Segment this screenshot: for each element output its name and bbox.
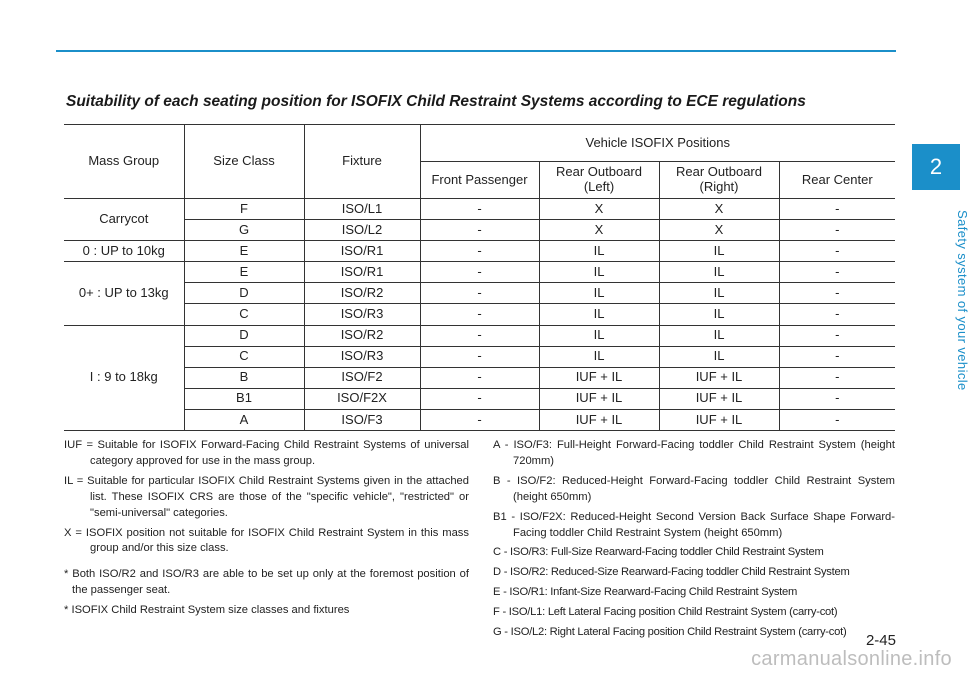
fixture-cell: ISO/R3 xyxy=(304,346,420,367)
mass-group-cell: I : 9 to 18kg xyxy=(64,325,184,430)
front-passenger-cell: - xyxy=(420,241,539,262)
rear-center-cell: - xyxy=(779,367,895,388)
footnote-size-classes: * ISOFIX Child Restraint System size classes and fixtures xyxy=(64,604,350,617)
rear-outboard-right-cell: IL xyxy=(659,325,779,346)
legend-size-e: E - ISO/R1: Infant-Size Rearward-Facing Child Restraint System xyxy=(493,586,798,599)
header-mass-group: Mass Group xyxy=(64,125,184,199)
mass-group-cell: 0+ : UP to 13kg xyxy=(64,262,184,325)
page-number: 2-45 xyxy=(865,632,896,649)
rear-outboard-left-cell: IL xyxy=(539,304,659,325)
table-row xyxy=(64,220,895,241)
legend-size-f: F - ISO/L1: Left Lateral Facing position Child Restraint System (carry-cot) xyxy=(493,606,838,619)
legend-size-classes xyxy=(493,438,895,645)
rear-outboard-left-cell: IUF + IL xyxy=(539,367,659,388)
header-rear-outboard-left: Rear Outboard (Left) xyxy=(539,162,659,199)
table-row xyxy=(64,367,895,388)
chapter-tab xyxy=(912,144,960,190)
rear-center-cell: - xyxy=(779,409,895,430)
size-class-cell: A xyxy=(184,409,304,430)
table-row xyxy=(64,262,895,283)
legend-size-b: B - ISO/F2: Reduced-Height Forward-Facing toddler Child Restraint System (height 650mm) xyxy=(493,474,895,503)
header-rear-center: Rear Center xyxy=(779,162,895,199)
rear-center-cell: - xyxy=(779,388,895,409)
mass-group-cell: Carrycot xyxy=(64,199,184,241)
header-rear-outboard-right: Rear Outboard (Right) xyxy=(659,162,779,199)
fixture-cell: ISO/F2 xyxy=(304,367,420,388)
rear-outboard-left-cell: IL xyxy=(539,241,659,262)
rear-outboard-left-cell: X xyxy=(539,220,659,241)
front-passenger-cell: - xyxy=(420,367,539,388)
header-fixture: Fixture xyxy=(304,125,420,199)
size-class-cell: C xyxy=(184,304,304,325)
rear-outboard-left-cell: IUF + IL xyxy=(539,409,659,430)
rear-outboard-right-cell: IUF + IL xyxy=(659,388,779,409)
rear-outboard-right-cell: X xyxy=(659,199,779,220)
rear-center-cell: - xyxy=(779,283,895,304)
table-row xyxy=(64,199,895,220)
rear-outboard-right-cell: IUF + IL xyxy=(659,409,779,430)
rear-outboard-left-cell: IL xyxy=(539,346,659,367)
rear-outboard-right-cell: IL xyxy=(659,241,779,262)
rear-outboard-left-cell: IL xyxy=(539,325,659,346)
rear-outboard-right-cell: IL xyxy=(659,304,779,325)
size-class-cell: E xyxy=(184,262,304,283)
footnote-foremost-position: * Both ISO/R2 and ISO/R3 are able to be set up only at the foremost position of the passenger seat. xyxy=(64,568,469,597)
table-row xyxy=(64,325,895,346)
size-class-cell: F xyxy=(184,199,304,220)
fixture-cell: ISO/R3 xyxy=(304,304,420,325)
table-row xyxy=(64,409,895,430)
rear-outboard-left-cell: IL xyxy=(539,283,659,304)
fixture-cell: ISO/R2 xyxy=(304,325,420,346)
chapter-number: 2 xyxy=(929,154,943,179)
front-passenger-cell: - xyxy=(420,283,539,304)
legend-x: X = ISOFIX position not suitable for ISOFIX Child Restraint System in this mass group and/or this size class. xyxy=(64,526,469,555)
mass-group-cell: 0 : UP to 10kg xyxy=(64,241,184,262)
rear-outboard-right-cell: IL xyxy=(659,262,779,283)
rear-center-cell: - xyxy=(779,220,895,241)
header-rule xyxy=(56,50,896,52)
rear-outboard-left-cell: IL xyxy=(539,262,659,283)
rear-center-cell: - xyxy=(779,199,895,220)
table-row xyxy=(64,388,895,409)
legend-il: IL = Suitable for particular ISOFIX Child Restraint Systems given in the attached list. These ISOFIX CRS are those of the "specific vehicle", "restricted" or "semi-universal" categories. xyxy=(64,474,469,519)
fixture-cell: ISO/R1 xyxy=(304,241,420,262)
rear-center-cell: - xyxy=(779,241,895,262)
isofix-suitability-table xyxy=(64,124,895,431)
table-row xyxy=(64,304,895,325)
fixture-cell: ISO/L2 xyxy=(304,220,420,241)
size-class-cell: E xyxy=(184,241,304,262)
fixture-cell: ISO/F2X xyxy=(304,388,420,409)
size-class-cell: D xyxy=(184,283,304,304)
front-passenger-cell: - xyxy=(420,304,539,325)
legend-size-g: G - ISO/L2: Right Lateral Facing position Child Restraint System (carry-cot) xyxy=(493,626,847,639)
chapter-title: Safety system of your vehicle xyxy=(955,209,970,391)
legend-size-c: C - ISO/R3: Full-Size Rearward-Facing toddler Child Restraint System xyxy=(493,546,824,559)
header-front-passenger: Front Passenger xyxy=(420,162,539,199)
fixture-cell: ISO/L1 xyxy=(304,199,420,220)
front-passenger-cell: - xyxy=(420,409,539,430)
table-row xyxy=(64,346,895,367)
size-class-cell: B1 xyxy=(184,388,304,409)
rear-outboard-right-cell: IL xyxy=(659,346,779,367)
watermark: carmanualsonline.info xyxy=(751,648,952,670)
legend-iuf: IUF = Suitable for ISOFIX Forward-Facing Child Restraint Systems of universal category approved for use in the mass group. xyxy=(64,439,469,467)
legend-abbreviations xyxy=(64,438,469,623)
size-class-cell: B xyxy=(184,367,304,388)
front-passenger-cell: - xyxy=(420,388,539,409)
size-class-cell: D xyxy=(184,325,304,346)
rear-center-cell: - xyxy=(779,346,895,367)
rear-outboard-right-cell: IUF + IL xyxy=(659,367,779,388)
front-passenger-cell: - xyxy=(420,325,539,346)
rear-center-cell: - xyxy=(779,262,895,283)
header-vehicle-isofix-positions: Vehicle ISOFIX Positions xyxy=(420,125,895,162)
rear-center-cell: - xyxy=(779,325,895,346)
legend-size-a: A - ISO/F3: Full-Height Forward-Facing toddler Child Restraint System (height 720mm) xyxy=(493,439,895,467)
rear-outboard-right-cell: X xyxy=(659,220,779,241)
size-class-cell: C xyxy=(184,346,304,367)
table-row xyxy=(64,241,895,262)
legend-size-b1: B1 - ISO/F2X: Reduced-Height Second Version Back Surface Shape Forward-Facing toddler Child Restraint System (height 650mm) xyxy=(493,510,895,539)
front-passenger-cell: - xyxy=(420,199,539,220)
fixture-cell: ISO/F3 xyxy=(304,409,420,430)
fixture-cell: ISO/R2 xyxy=(304,283,420,304)
fixture-cell: ISO/R1 xyxy=(304,262,420,283)
rear-center-cell: - xyxy=(779,304,895,325)
rear-outboard-right-cell: IL xyxy=(659,283,779,304)
size-class-cell: G xyxy=(184,220,304,241)
rear-outboard-left-cell: IUF + IL xyxy=(539,388,659,409)
front-passenger-cell: - xyxy=(420,220,539,241)
front-passenger-cell: - xyxy=(420,346,539,367)
rear-outboard-left-cell: X xyxy=(539,199,659,220)
header-size-class: Size Class xyxy=(184,125,304,199)
page-title: Suitability of each seating position for ISOFIX Child Restraint Systems according to ECE regulations xyxy=(66,93,806,110)
legend-size-d: D - ISO/R2: Reduced-Size Rearward-Facing toddler Child Restraint System xyxy=(493,566,850,579)
front-passenger-cell: - xyxy=(420,262,539,283)
table-row xyxy=(64,283,895,304)
